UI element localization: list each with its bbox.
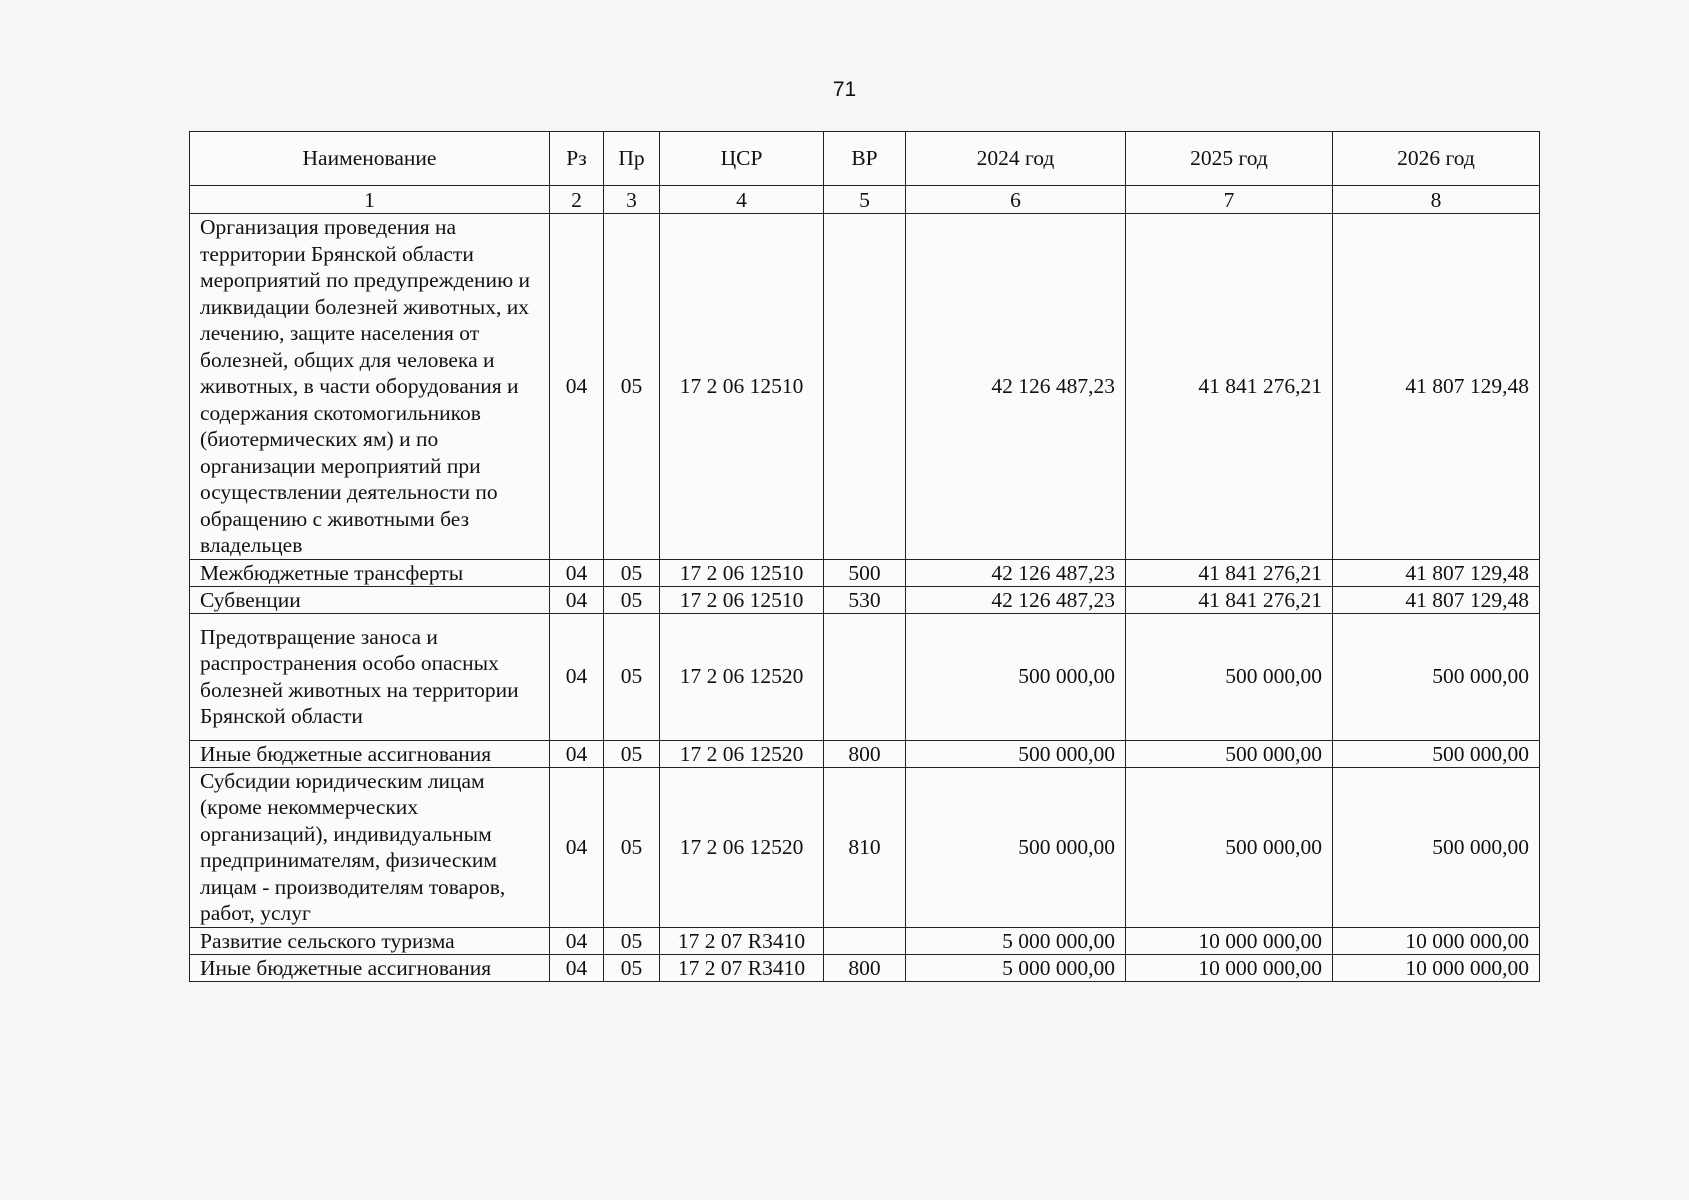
row-amount-2026: 500 000,00 <box>1333 740 1540 767</box>
column-number: 4 <box>660 186 824 214</box>
row-name: Иные бюджетные ассигнования <box>190 740 550 767</box>
row-name: Субвенции <box>190 586 550 613</box>
row-rz: 04 <box>550 613 604 740</box>
row-name: Развитие сельского туризма <box>190 927 550 954</box>
row-amount-2026: 10 000 000,00 <box>1333 954 1540 981</box>
row-amount-2025: 500 000,00 <box>1126 740 1333 767</box>
header-pr: Пр <box>604 132 660 186</box>
row-amount-2026: 10 000 000,00 <box>1333 927 1540 954</box>
row-pr: 05 <box>604 586 660 613</box>
row-csr: 17 2 06 12510 <box>660 214 824 560</box>
row-name: Предотвращение заноса и распространения особо опасных болезней животных на территории Брянской области <box>190 613 550 740</box>
row-vr <box>824 613 906 740</box>
row-csr: 17 2 07 R3410 <box>660 954 824 981</box>
row-amount-2025: 41 841 276,21 <box>1126 559 1333 586</box>
table-row <box>190 559 1540 586</box>
row-name: Иные бюджетные ассигнования <box>190 954 550 981</box>
row-amount-2025: 500 000,00 <box>1126 767 1333 927</box>
column-number: 1 <box>190 186 550 214</box>
row-amount-2026: 41 807 129,48 <box>1333 559 1540 586</box>
row-amount-2026: 500 000,00 <box>1333 767 1540 927</box>
table-row <box>190 613 1540 740</box>
table-row <box>190 927 1540 954</box>
row-pr: 05 <box>604 927 660 954</box>
row-amount-2024: 500 000,00 <box>906 740 1126 767</box>
row-name: Субсидии юридическим лицам (кроме некоммерческих организаций), индивидуальным предпринимателям, физическим лицам - производителям товаров, работ, услуг <box>190 767 550 927</box>
column-number: 6 <box>906 186 1126 214</box>
row-vr: 500 <box>824 559 906 586</box>
row-amount-2025: 500 000,00 <box>1126 613 1333 740</box>
row-vr: 810 <box>824 767 906 927</box>
row-csr: 17 2 06 12520 <box>660 613 824 740</box>
row-pr: 05 <box>604 954 660 981</box>
row-amount-2024: 42 126 487,23 <box>906 559 1126 586</box>
row-amount-2026: 41 807 129,48 <box>1333 586 1540 613</box>
row-csr: 17 2 06 12510 <box>660 586 824 613</box>
row-amount-2024: 500 000,00 <box>906 613 1126 740</box>
row-amount-2025: 10 000 000,00 <box>1126 927 1333 954</box>
row-amount-2026: 500 000,00 <box>1333 613 1540 740</box>
row-rz: 04 <box>550 559 604 586</box>
row-pr: 05 <box>604 740 660 767</box>
column-number: 7 <box>1126 186 1333 214</box>
page-number: 71 <box>832 78 857 101</box>
header-2025: 2025 год <box>1126 132 1333 186</box>
row-rz: 04 <box>550 214 604 560</box>
budget-table <box>189 131 1540 982</box>
row-csr: 17 2 06 12520 <box>660 740 824 767</box>
row-amount-2025: 10 000 000,00 <box>1126 954 1333 981</box>
row-amount-2024: 5 000 000,00 <box>906 954 1126 981</box>
row-rz: 04 <box>550 927 604 954</box>
row-amount-2026: 41 807 129,48 <box>1333 214 1540 560</box>
table-row <box>190 954 1540 981</box>
row-name: Организация проведения на территории Брянской области мероприятий по предупреждению и ликвидации болезней животных, их лечению, защите населения от болезней, общих для человека и животных, в части оборудования и содержания скотомогильников (биотермических ям) и по организации мероприятий при осуществлении деятельности по обращению с животными без владельцев <box>190 214 550 560</box>
column-number: 2 <box>550 186 604 214</box>
table-header-row <box>190 132 1540 186</box>
row-vr: 800 <box>824 954 906 981</box>
row-amount-2025: 41 841 276,21 <box>1126 214 1333 560</box>
row-vr: 800 <box>824 740 906 767</box>
column-number: 5 <box>824 186 906 214</box>
row-rz: 04 <box>550 740 604 767</box>
column-number: 3 <box>604 186 660 214</box>
table-row <box>190 214 1540 560</box>
row-amount-2025: 41 841 276,21 <box>1126 586 1333 613</box>
row-amount-2024: 500 000,00 <box>906 767 1126 927</box>
row-rz: 04 <box>550 954 604 981</box>
header-2024: 2024 год <box>906 132 1126 186</box>
row-pr: 05 <box>604 559 660 586</box>
header-vr: ВР <box>824 132 906 186</box>
row-amount-2024: 42 126 487,23 <box>906 214 1126 560</box>
header-2026: 2026 год <box>1333 132 1540 186</box>
column-number-row <box>190 186 1540 214</box>
row-pr: 05 <box>604 613 660 740</box>
row-amount-2024: 5 000 000,00 <box>906 927 1126 954</box>
table-row <box>190 740 1540 767</box>
row-name: Межбюджетные трансферты <box>190 559 550 586</box>
row-csr: 17 2 06 12510 <box>660 559 824 586</box>
row-rz: 04 <box>550 767 604 927</box>
table-row <box>190 586 1540 613</box>
row-vr <box>824 927 906 954</box>
column-number: 8 <box>1333 186 1540 214</box>
table-row <box>190 767 1540 927</box>
row-pr: 05 <box>604 767 660 927</box>
row-amount-2024: 42 126 487,23 <box>906 586 1126 613</box>
row-vr <box>824 214 906 560</box>
header-rz: Рз <box>550 132 604 186</box>
row-vr: 530 <box>824 586 906 613</box>
row-rz: 04 <box>550 586 604 613</box>
row-csr: 17 2 07 R3410 <box>660 927 824 954</box>
header-name: Наименование <box>190 132 550 186</box>
header-csr: ЦСР <box>660 132 824 186</box>
row-csr: 17 2 06 12520 <box>660 767 824 927</box>
row-pr: 05 <box>604 214 660 560</box>
